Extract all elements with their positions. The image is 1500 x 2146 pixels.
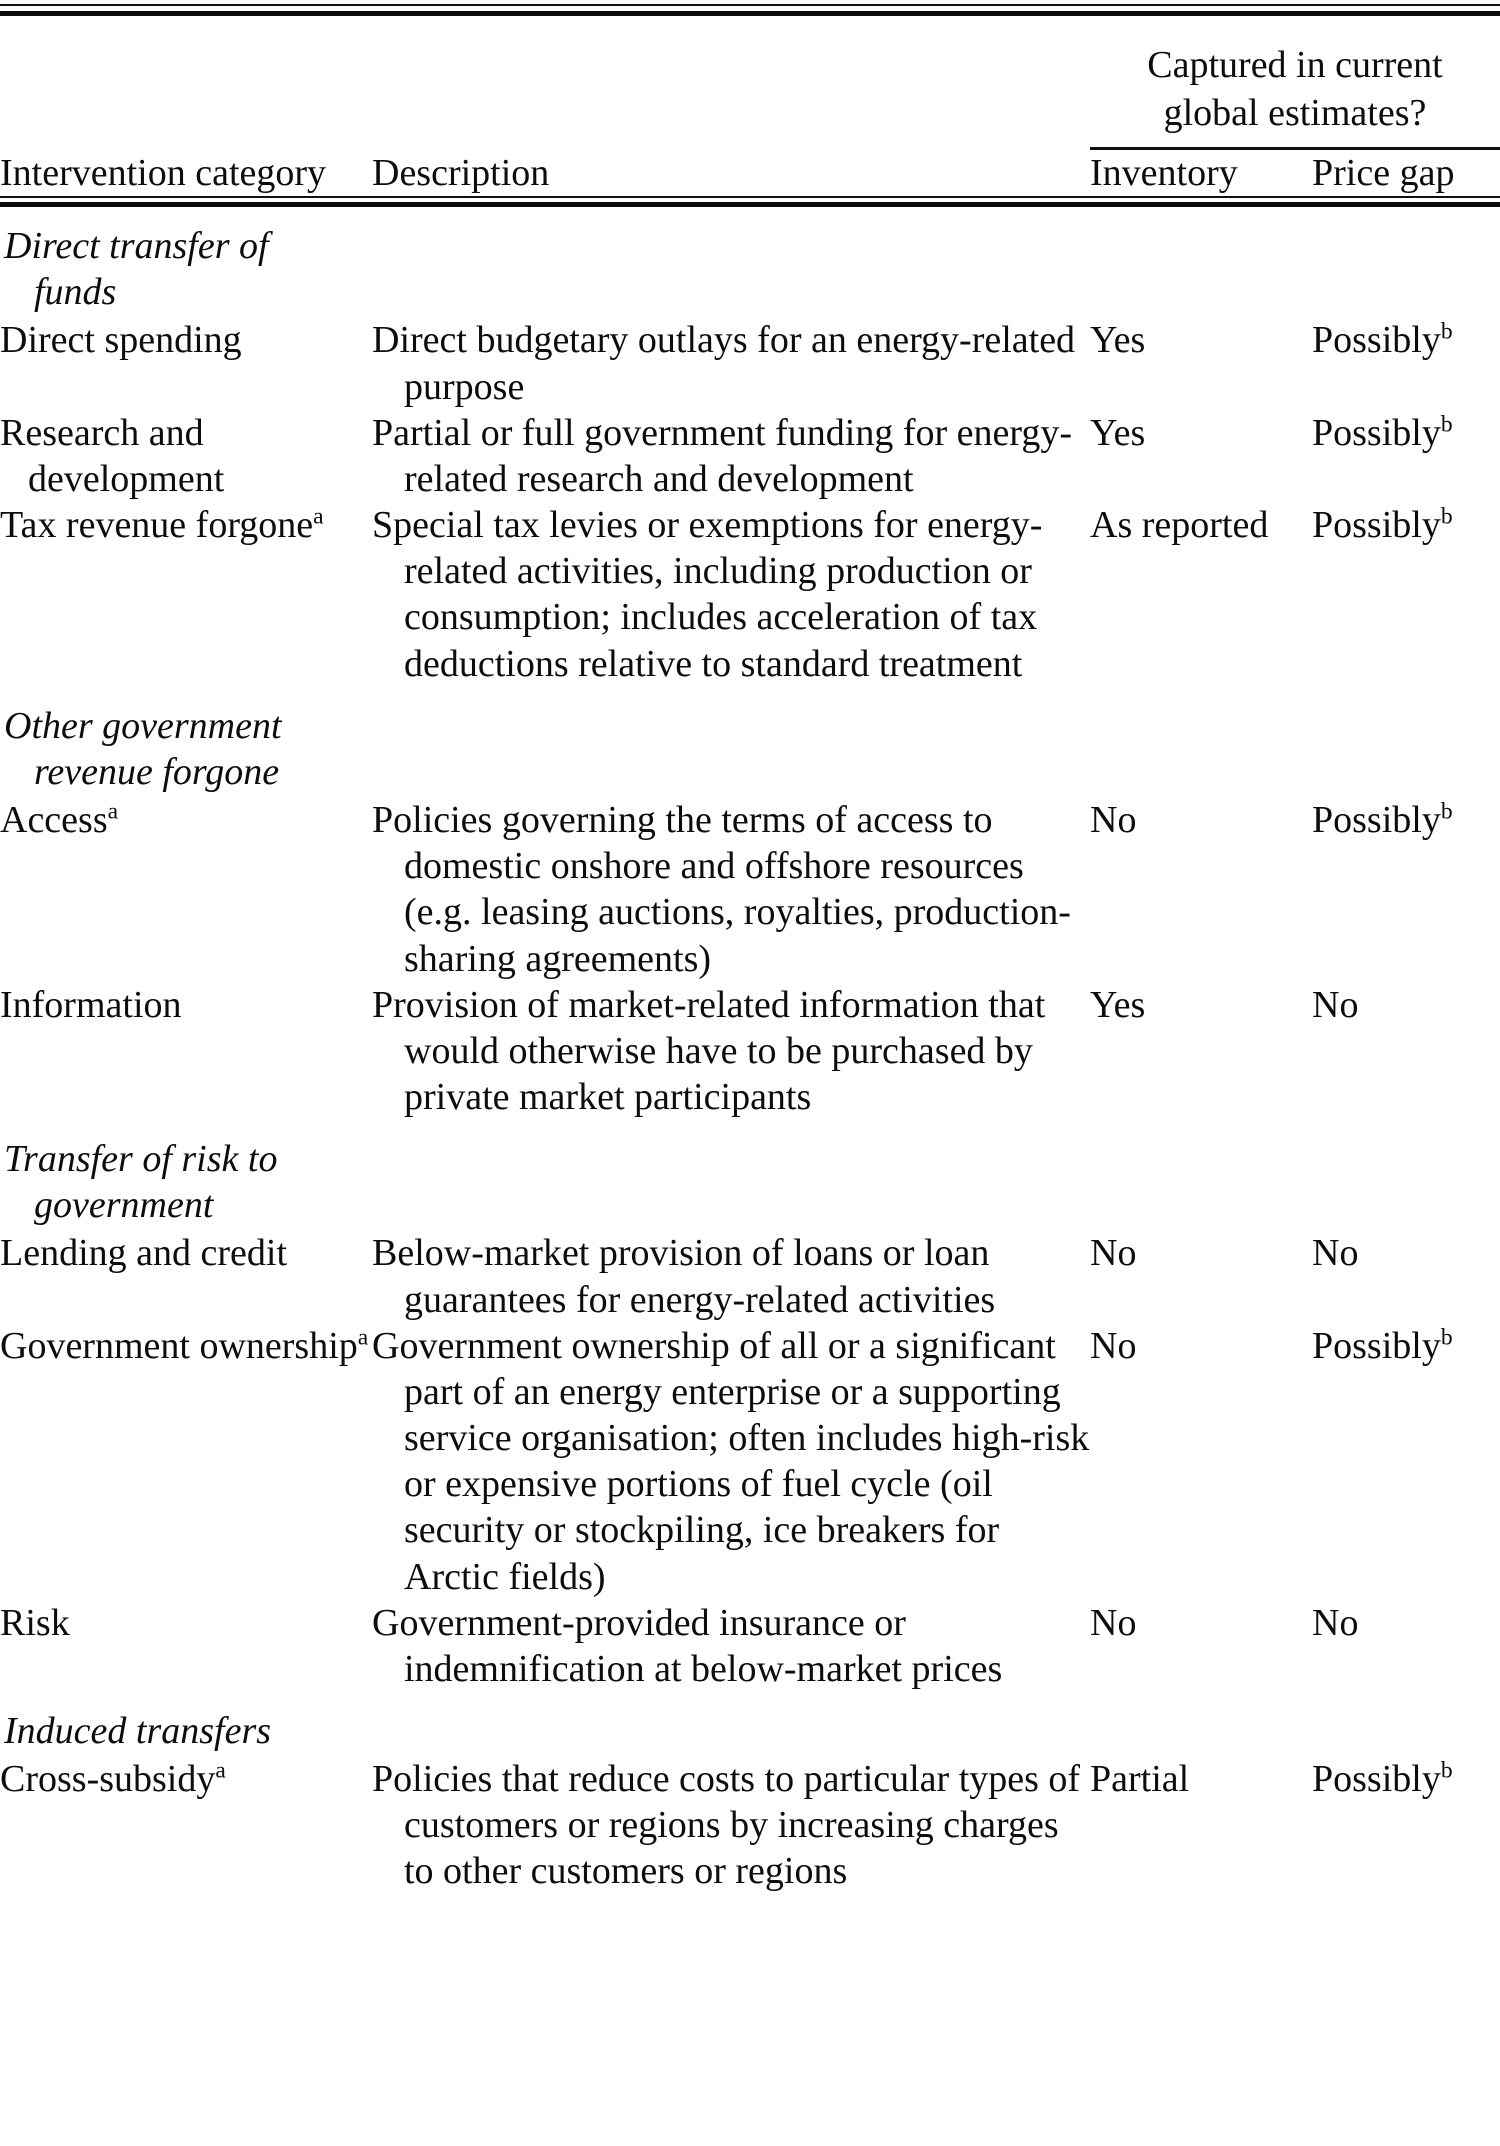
description-text: Government ownership of all or a significant part of an energy enterprise or a supporting service organisation; often includes high-risk or expensive portions of fuel cycle (oil security or stockpiling, ice breakers for Arctic fields): [372, 1324, 1090, 1598]
price-gap-value: Possibly: [1312, 319, 1441, 362]
header-bottom-border: [0, 196, 1500, 207]
category-label: Research and development: [0, 411, 225, 500]
section-heading-row: [0, 687, 1500, 797]
table-row: [0, 1756, 1500, 1894]
cell-inventory: [1090, 1756, 1312, 1894]
cell-inventory: [1090, 797, 1312, 982]
cell-inventory: [1090, 1323, 1312, 1600]
price-gap-value: No: [1312, 1601, 1359, 1644]
section-heading-desc-empty: [372, 1692, 1090, 1756]
price-gap-footnote-marker: b: [1440, 798, 1453, 825]
spanning-header-line1: Captured in current: [1147, 44, 1443, 86]
table-row: [0, 317, 1500, 409]
cell-description: [372, 317, 1090, 409]
section-heading: [0, 1120, 372, 1230]
cell-price-gap: [1312, 1230, 1500, 1322]
section-heading-inventory-empty: [1090, 207, 1312, 317]
column-header-category: Intervention category: [0, 152, 327, 194]
inventory-value: Yes: [1090, 319, 1146, 362]
table-head: [0, 16, 1500, 196]
category-text-wrapper: [0, 1756, 372, 1802]
section-heading: [0, 207, 372, 317]
category-label: Risk: [0, 1601, 70, 1644]
category-text-wrapper: [0, 317, 372, 363]
price-gap-value: No: [1312, 1232, 1359, 1275]
cell-inventory: [1090, 982, 1312, 1120]
table-row: [0, 502, 1500, 687]
section-heading-inventory-empty: [1090, 687, 1312, 797]
price-gap-value: Possibly: [1312, 1324, 1441, 1367]
category-label: Access: [0, 799, 108, 842]
cell-intervention-category: [0, 1600, 372, 1692]
section-heading-row: [0, 207, 1500, 317]
inventory-value: No: [1090, 1324, 1137, 1367]
table-row: [0, 1600, 1500, 1692]
category-footnote-marker: a: [313, 503, 324, 530]
inventory-value: No: [1090, 799, 1137, 842]
price-gap-footnote-marker: b: [1440, 1757, 1453, 1784]
section-heading-price-empty: [1312, 207, 1500, 317]
cell-price-gap: [1312, 1756, 1500, 1894]
inventory-value: No: [1090, 1232, 1137, 1275]
category-label: Tax revenue forgone: [0, 504, 314, 547]
section-heading-label: Direct transfer of funds: [4, 225, 269, 314]
inventory-value: Yes: [1090, 411, 1146, 454]
cell-inventory: [1090, 502, 1312, 687]
description-text: Provision of market-related information that would otherwise have to be purchased by private market participants: [372, 983, 1046, 1118]
cell-inventory: [1090, 1600, 1312, 1692]
cell-inventory: [1090, 317, 1312, 409]
category-text-wrapper: [0, 1323, 372, 1369]
cell-inventory: [1090, 410, 1312, 502]
cell-price-gap: [1312, 982, 1500, 1120]
cell-description: [372, 410, 1090, 502]
price-gap-footnote-marker: b: [1440, 503, 1453, 530]
price-gap-value: Possibly: [1312, 411, 1441, 454]
cell-description: [372, 1756, 1090, 1894]
column-header-row: [0, 150, 1500, 196]
cell-intervention-category: [0, 410, 372, 502]
cell-price-gap: [1312, 410, 1500, 502]
price-gap-footnote-marker: b: [1440, 411, 1453, 438]
description-text: Special tax levies or exemptions for energy-related activities, including production or consumption; includes acceleration of tax deductions relative to standard treatment: [372, 504, 1043, 685]
intervention-category-table: [0, 16, 1500, 196]
section-heading-desc-empty: [372, 207, 1090, 317]
inventory-value: No: [1090, 1601, 1137, 1644]
cell-intervention-category: [0, 797, 372, 982]
category-text-wrapper: [0, 410, 372, 502]
category-text-wrapper: [0, 797, 372, 843]
cell-price-gap: [1312, 1600, 1500, 1692]
category-label: Cross-subsidy: [0, 1758, 216, 1801]
cell-intervention-category: [0, 1756, 372, 1894]
description-text: Partial or full government funding for energy-related research and development: [372, 411, 1072, 500]
description-text: Policies that reduce costs to particular types of customers or regions by increasing charges to other customers or regions: [372, 1758, 1081, 1893]
column-header-price-gap: Price gap: [1312, 152, 1455, 194]
cell-price-gap: [1312, 797, 1500, 982]
section-heading-desc-empty: [372, 687, 1090, 797]
spanning-header-row: [0, 16, 1500, 150]
category-footnote-marker: a: [357, 1324, 369, 1351]
price-gap-value: Possibly: [1312, 1758, 1441, 1801]
section-heading-price-empty: [1312, 1120, 1500, 1230]
section-heading-inventory-empty: [1090, 1692, 1312, 1756]
description-text: Policies governing the terms of access to domestic onshore and offshore resources (e.g. leasing auctions, royalties, production-sharing agreements): [372, 799, 1071, 980]
section-heading-label: Transfer of risk to government: [4, 1138, 278, 1227]
description-text: Direct budgetary outlays for an energy-related purpose: [372, 319, 1076, 408]
inventory-value: Yes: [1090, 983, 1146, 1026]
section-heading-price-empty: [1312, 687, 1500, 797]
price-gap-value: No: [1312, 983, 1359, 1026]
cell-price-gap: [1312, 502, 1500, 687]
column-header-description: Description: [372, 152, 550, 194]
category-text-wrapper: [0, 1600, 372, 1646]
cell-intervention-category: [0, 982, 372, 1120]
cell-intervention-category: [0, 502, 372, 687]
section-heading-desc-empty: [372, 1120, 1090, 1230]
section-heading-row: [0, 1120, 1500, 1230]
column-header-inventory: Inventory: [1090, 152, 1238, 194]
section-heading-label: Other government revenue forgone: [4, 704, 282, 793]
description-text: Government-provided insurance or indemnification at below-market prices: [372, 1601, 1003, 1690]
category-label: Information: [0, 983, 182, 1026]
price-gap-footnote-marker: b: [1440, 1324, 1453, 1351]
section-heading: [0, 687, 372, 797]
category-label: Direct spending: [0, 319, 242, 362]
inventory-value: As reported: [1090, 504, 1269, 547]
price-gap-value: Possibly: [1312, 799, 1441, 842]
section-heading-label: Induced transfers: [4, 1710, 272, 1752]
spanning-header-spacer-category: [0, 16, 372, 150]
spanning-header-line2: global estimates?: [1163, 91, 1427, 134]
cell-intervention-category: [0, 1230, 372, 1322]
category-text-wrapper: [0, 1230, 372, 1276]
category-footnote-marker: a: [107, 798, 119, 825]
cell-description: [372, 1600, 1090, 1692]
section-heading-inventory-empty: [1090, 1120, 1312, 1230]
category-footnote-marker: a: [215, 1757, 226, 1784]
section-heading-price-empty: [1312, 1692, 1500, 1756]
category-text-wrapper: [0, 502, 372, 548]
category-text-wrapper: [0, 982, 372, 1028]
cell-description: [372, 982, 1090, 1120]
intervention-category-table-body: [0, 207, 1500, 1894]
cell-price-gap: [1312, 317, 1500, 409]
cell-inventory: [1090, 1230, 1312, 1322]
inventory-value: Partial: [1090, 1758, 1190, 1801]
category-label: Government ownership: [0, 1324, 358, 1367]
cell-description: [372, 502, 1090, 687]
cell-intervention-category: [0, 1323, 372, 1600]
table-row: [0, 410, 1500, 502]
category-label: Lending and credit: [0, 1232, 288, 1275]
cell-intervention-category: [0, 317, 372, 409]
table-top-border: [0, 0, 1500, 16]
spanning-header-spacer-description: [372, 16, 1090, 150]
spanning-header-captured: [1090, 16, 1500, 150]
table-row: [0, 797, 1500, 982]
table-row: [0, 982, 1500, 1120]
cell-description: [372, 1323, 1090, 1600]
table-body: [0, 207, 1500, 1894]
section-heading-row: [0, 1692, 1500, 1756]
section-heading: [0, 1692, 372, 1756]
cell-description: [372, 1230, 1090, 1322]
table-row: [0, 1323, 1500, 1600]
price-gap-value: Possibly: [1312, 504, 1441, 547]
table-row: [0, 1230, 1500, 1322]
cell-price-gap: [1312, 1323, 1500, 1600]
cell-description: [372, 797, 1090, 982]
price-gap-footnote-marker: b: [1440, 318, 1453, 345]
description-text: Below-market provision of loans or loan guarantees for energy-related activities: [372, 1232, 996, 1321]
